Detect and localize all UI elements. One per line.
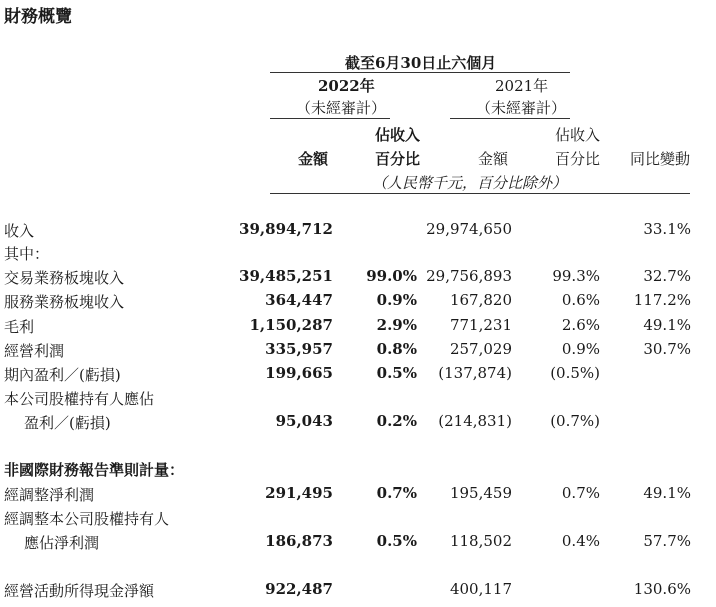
value-2022: 364,447	[265, 291, 333, 309]
pct-2022: 99.0%	[366, 267, 417, 285]
pct-2021: (0.5%)	[550, 364, 600, 382]
value-2022: 199,665	[265, 364, 333, 382]
value-2021: 195,459	[449, 484, 512, 502]
pct-2021: 0.9%	[561, 340, 600, 358]
pct-2022: 0.5%	[376, 364, 417, 382]
page-title: 財務概覽	[4, 7, 72, 27]
value-2022: 39,894,712	[239, 220, 333, 238]
col-pct-2021-line1: 佔收入	[555, 126, 601, 144]
pct-2021: 0.7%	[561, 484, 600, 502]
col-pct-2022-line1: 佔收入	[375, 126, 421, 144]
value-2021: 257,029	[449, 340, 512, 358]
row-label: 其中：	[4, 245, 50, 263]
col-yoy: 同比變動	[630, 150, 691, 168]
value-2022: 922,487	[265, 580, 333, 598]
row-label: 經調整本公司股權持有人	[4, 510, 170, 528]
unit-note: （人民幣千元，百分比除外）	[372, 174, 568, 192]
yoy-change: 30.7%	[643, 340, 691, 358]
value-2022: 39,485,251	[239, 267, 333, 285]
row-label: 非國際財務報告準則計量：	[4, 461, 185, 479]
yoy-change: 32.7%	[643, 267, 691, 285]
year-2021-header: 2021年	[495, 77, 549, 95]
value-2021: 771,231	[449, 316, 512, 334]
pct-2022: 0.8%	[376, 340, 417, 358]
row-label: 收入	[4, 222, 35, 240]
row-label: 應佔淨利潤	[24, 534, 100, 552]
audit-2022-label: （未經審計）	[296, 99, 387, 117]
pct-2021: (0.7%)	[550, 412, 600, 430]
pct-2022: 0.9%	[376, 291, 417, 309]
yoy-change: 33.1%	[643, 220, 691, 238]
yoy-change: 57.7%	[643, 532, 691, 550]
pct-2021: 2.6%	[561, 316, 600, 334]
value-2021: (214,831)	[438, 412, 512, 430]
period-underline	[270, 72, 570, 73]
col-amount-2021: 金額	[478, 150, 509, 168]
value-2021: 167,820	[449, 291, 512, 309]
col-amount-2022: 金額	[298, 150, 329, 168]
value-2022: 335,957	[265, 340, 333, 358]
yoy-change: 117.2%	[633, 291, 691, 309]
value-2022: 291,495	[265, 484, 333, 502]
row-label: 服務業務板塊收入	[4, 293, 125, 311]
value-2022: 1,150,287	[249, 316, 333, 334]
row-label: 經營活動所得現金淨額	[4, 582, 155, 600]
pct-2022: 0.5%	[376, 532, 417, 550]
header-underline	[270, 193, 690, 194]
yoy-change: 130.6%	[633, 580, 691, 598]
yoy-change: 49.1%	[643, 484, 691, 502]
value-2021: 29,974,650	[426, 220, 512, 238]
value-2021: (137,874)	[438, 364, 512, 382]
col-pct-2021-line2: 百分比	[555, 150, 601, 168]
pct-2022: 0.7%	[376, 484, 417, 502]
row-label: 經調整淨利潤	[4, 486, 95, 504]
audit-2021-label: （未經審計）	[476, 99, 567, 117]
year-2022-underline	[270, 118, 390, 119]
pct-2021: 99.3%	[552, 267, 600, 285]
pct-2021: 0.6%	[561, 291, 600, 309]
year-2022-header: 2022年	[318, 77, 375, 95]
period-header: 截至6月30日止六個月	[345, 54, 497, 72]
value-2022: 95,043	[275, 412, 333, 430]
value-2022: 186,873	[265, 532, 333, 550]
value-2021: 400,117	[449, 580, 512, 598]
pct-2022: 2.9%	[376, 316, 417, 334]
row-label: 經營利潤	[4, 342, 65, 360]
pct-2022: 0.2%	[376, 412, 417, 430]
col-pct-2022-line2: 百分比	[375, 150, 421, 168]
row-label: 本公司股權持有人應佔	[4, 390, 155, 408]
yoy-change: 49.1%	[643, 316, 691, 334]
value-2021: 118,502	[449, 532, 512, 550]
pct-2021: 0.4%	[561, 532, 600, 550]
row-label: 期內盈利／(虧損)	[4, 366, 121, 384]
row-label: 盈利／(虧損)	[24, 414, 111, 432]
row-label: 毛利	[4, 318, 35, 336]
year-2021-underline	[450, 118, 570, 119]
row-label: 交易業務板塊收入	[4, 269, 125, 287]
value-2021: 29,756,893	[426, 267, 512, 285]
